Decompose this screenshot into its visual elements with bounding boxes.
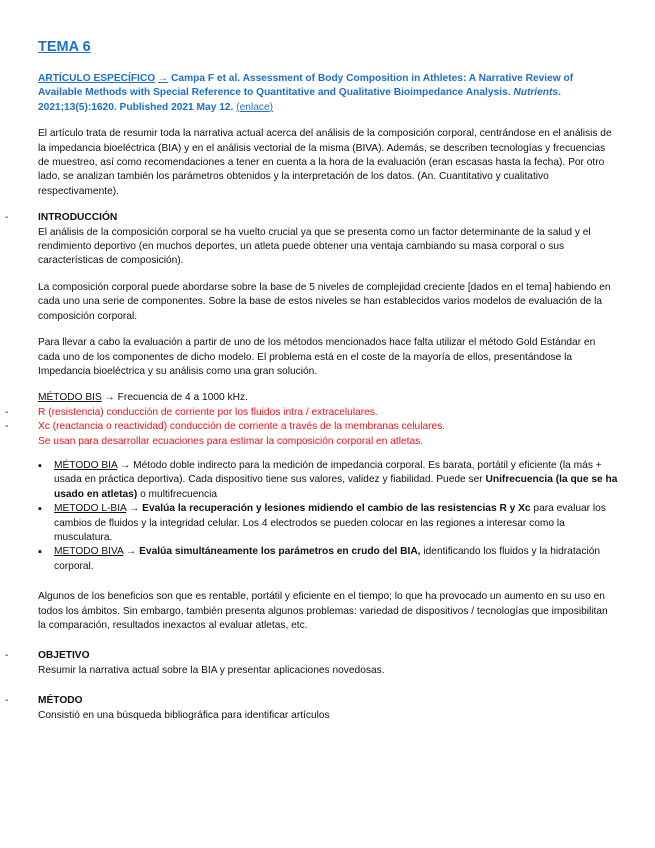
bis-item-r [5, 406, 618, 420]
bis-item-xc [5, 420, 618, 434]
bia-arrow: → [120, 459, 131, 471]
metodo-text: Consistió en una búsqueda bibliográfica para identificar artículos [38, 709, 330, 721]
reference-details: . 2021;13(5):1620. Published 2021 May 12. [38, 87, 561, 113]
bis-item-xc-text: Xc (reactancia o reactividad) conducción de corriente a través de la membranas celulares. [38, 421, 446, 433]
bis-label: MÉTODO BIS [38, 392, 102, 404]
introduccion-paragraph-1: El análisis de la composición corporal se ha vuelto crucial ya que se presenta como un factor determinante de la salud y el rendimiento deportivo (en muchos deportes, un atleta puede obtener una ventaja cambiando su masa corporal o sus características de composición). [38, 226, 591, 267]
bis-item-r-text: R (resistencia) conducción de corriente por los fluidos intra / extracelulares. [38, 406, 378, 418]
bis-line [38, 391, 618, 405]
list-item-bia [54, 459, 618, 502]
objetivo-text: Resumir la narrativa actual sobre la BIA y presentar aplicaciones novedosas. [38, 664, 385, 676]
intro-paragraph: El artículo trata de resumir toda la narrativa actual acerca del análisis de la composición corporal, centrándose en el análisis de la impedancia bioeléctrica (BIA) y en el análisis vectorial de la misma (BIVA). Además, se describen tecnologías y frecuencias de muestreo, así como recomendaciones a tener en cuenta a la hora de la evaluación (eran escasas hasta la fecha). Por otro lado, se analizan también los parámetros obtenidos y la interpretación de los datos. (An. Cuantitativo y cualitativo respectivamente). [38, 128, 612, 197]
bia-bold: Unifrecuencia (la que se ha usado en atletas) [54, 474, 618, 500]
biva-bold: Evalúa simultáneamente los parámetros en crudo del BIA, [139, 546, 421, 558]
lbia-bold: Evalúa la recuperación y lesiones midiendo el cambio de las resistencias R y Xc [142, 503, 531, 515]
reference-arrow: → [158, 73, 169, 84]
reference-journal: Nutrients [513, 87, 559, 99]
introduccion-paragraph-2: La composición corporal puede abordarse sobre la base de 5 niveles de complejidad creciente [dados en el tema] habiendo en cada uno una serie de componentes. Sobre la base de estos niveles se han establecidos varios modelos de evaluación de la composición corporal. [38, 281, 611, 322]
reference-citation: Campa F et al. Assessment of Body Composition in Athletes: A Narrative Review of Available Methods with Special Reference to Quantitative and Qualitative Bioimpedance Analysis. [38, 73, 574, 99]
biva-label: METODO BIVA [54, 546, 124, 558]
lbia-label: METODO L-BIA [54, 503, 127, 515]
bia-label: MÉTODO BIA [54, 459, 118, 471]
benefits-paragraph: Algunos de los beneficios son que es rentable, portátil y eficiente en el tiempo; lo que ha provocado un aumento en su uso en todos los ámbitos. Sin embargo, también presenta algunos problemas: variedad de dispositivos / tecnologías que imposibilitan la comparación, resultados inexactos al evaluar atletas, etc. [38, 591, 608, 631]
methods-list [38, 459, 618, 574]
section-heading-metodo: MÉTODO [38, 695, 83, 707]
section-objetivo [5, 649, 618, 678]
lbia-arrow: → [129, 503, 140, 515]
reference-link[interactable]: (enlace) [236, 101, 274, 113]
list-dash: - [5, 421, 9, 433]
bis-note: Se usan para desarrollar ecuaciones para estimar la composición corporal en atletas. [38, 435, 424, 447]
list-item-lbia [54, 502, 618, 545]
article-reference [38, 72, 618, 115]
section-dash: - [5, 650, 9, 662]
biva-arrow: → [126, 546, 137, 558]
section-metodo [5, 694, 618, 723]
bis-arrow: → [104, 392, 115, 404]
bia-text-b: o multifrecuencia [137, 488, 218, 500]
section-heading-introduccion: INTRODUCCIÓN [38, 212, 118, 224]
reference-label: ARTÍCULO ESPECÍFICO [38, 73, 156, 84]
page-title: TEMA 6 [38, 39, 91, 55]
lbia-text: para evaluar los cambios de fluidos y la integridad celular. Los 4 electrodos se pueden colocar en las regiones a interesar como la musculatura. [54, 503, 606, 543]
biva-text: identificando los fluidos y la hidratación corporal. [54, 546, 601, 572]
section-introduccion [5, 211, 618, 633]
section-heading-objetivo: OBJETIVO [38, 650, 90, 662]
list-dash: - [5, 406, 9, 418]
bis-text: Frecuencia de 4 a 1000 kHz. [117, 392, 248, 404]
section-dash: - [5, 212, 9, 224]
section-dash: - [5, 695, 9, 707]
document-page [5, 38, 618, 723]
list-item-biva [54, 545, 618, 574]
bia-text-a: Método doble indirecto para la medición de impedancia corporal. Es barata, portátil y eficiente (la más + usada en práctica deportiva). Cada dispositivo tiene sus valores, validez y fiabilidad. Puede ser [54, 459, 602, 486]
introduccion-paragraph-3: Para llevar a cabo la evaluación a partir de uno de los métodos mencionados hace falta utilizar el método Gold Estándar en cada uno de los componentes de dicho modelo. El problema está en el coste de la mayoría de ellos, presentándose la Impedancia bioeléctrica y su análisis como una gran solución. [38, 337, 596, 377]
